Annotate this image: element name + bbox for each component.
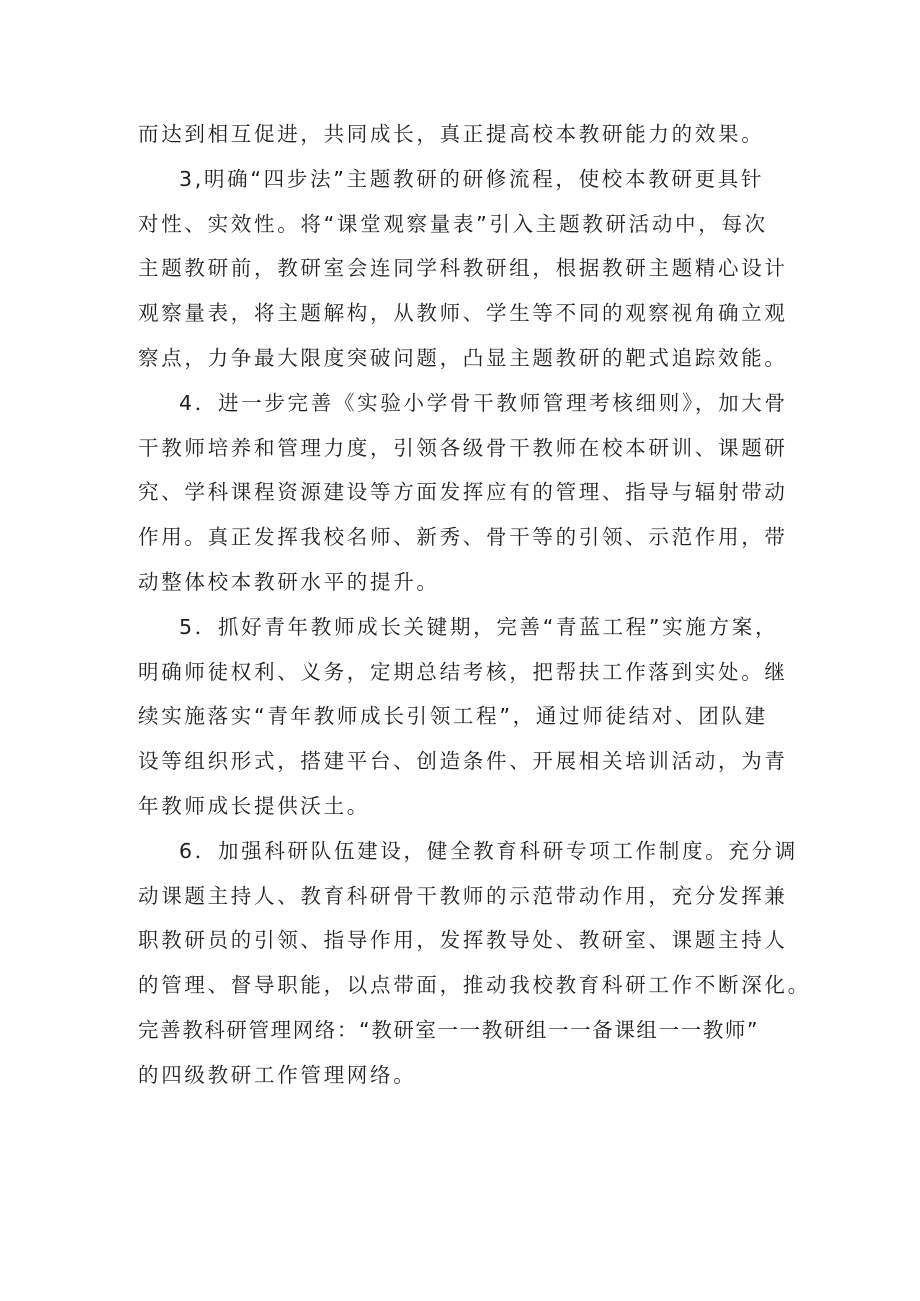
text-line: 而达到相互促进，共同成长，真正提高校本教研能力的效果。: [138, 122, 765, 146]
text-line: 观察量表，将主题解构，从教师、学生等不同的观察视角确立观: [138, 301, 788, 326]
text-line: 设等组织形式，搭建平台、创造条件、开展相关培训活动，为青: [138, 749, 788, 774]
paragraph-4-line: 4．进一步完善《实验小学骨干教师管理考核细则》，加大骨: [179, 390, 788, 415]
text-line: 究、学科课程资源建设等方面发挥应有的管理、指导与辐射带动: [138, 480, 788, 505]
text-line: 动整体校本教研水平的提升。: [138, 569, 440, 594]
text-line: 对性、实效性。将“课堂观察量表”引入主题教研活动中，每次: [138, 211, 768, 236]
text-line: 续实施落实“青年教师成长引领工程”，通过师徒结对、团队建: [138, 704, 768, 729]
text-line: 职教研员的引领、指导作用，发挥教导处、教研室、课题主持人: [138, 928, 788, 953]
text-line: 干教师培养和管理力度，引领各级骨干教师在校本研训、课题研: [138, 435, 788, 460]
text-line: 察点，力争最大限度突破问题，凸显主题教研的靶式追踪效能。: [138, 345, 788, 370]
text-line: 的四级教研工作管理网络。: [138, 1062, 417, 1087]
paragraph-5-line: 5．抓好青年教师成长关键期，完善“青蓝工程”实施方案，: [179, 614, 779, 639]
document-body: [138, 112, 811, 1098]
text-line: 的管理、督导职能，以点带面，推动我校教育科研工作不断深化。: [138, 973, 811, 998]
text-line: 动课题主持人、教育科研骨干教师的示范带动作用，充分发挥兼: [138, 883, 788, 908]
text-line: 作用。真正发挥我校名师、新秀、骨干等的引领、示范作用，带: [138, 525, 788, 550]
paragraph-3-line: 3,明确“四步法”主题教研的研修流程，使校本教研更具针: [179, 166, 765, 191]
text-line: 完善教科研管理网络：“教研室一一教研组一一备课组一一教师”: [138, 1017, 760, 1042]
text-line: 明确师徒权利、义务，定期总结考核，把帮扶工作落到实处。继: [138, 659, 788, 684]
text-line: 主题教研前，教研室会连同学科教研组，根据教研主题精心设计: [138, 256, 788, 281]
paragraph-6-line: 6．加强科研队伍建设，健全教育科研专项工作制度。充分调: [179, 838, 798, 863]
text-line: 年教师成长提供沃土。: [138, 793, 370, 818]
